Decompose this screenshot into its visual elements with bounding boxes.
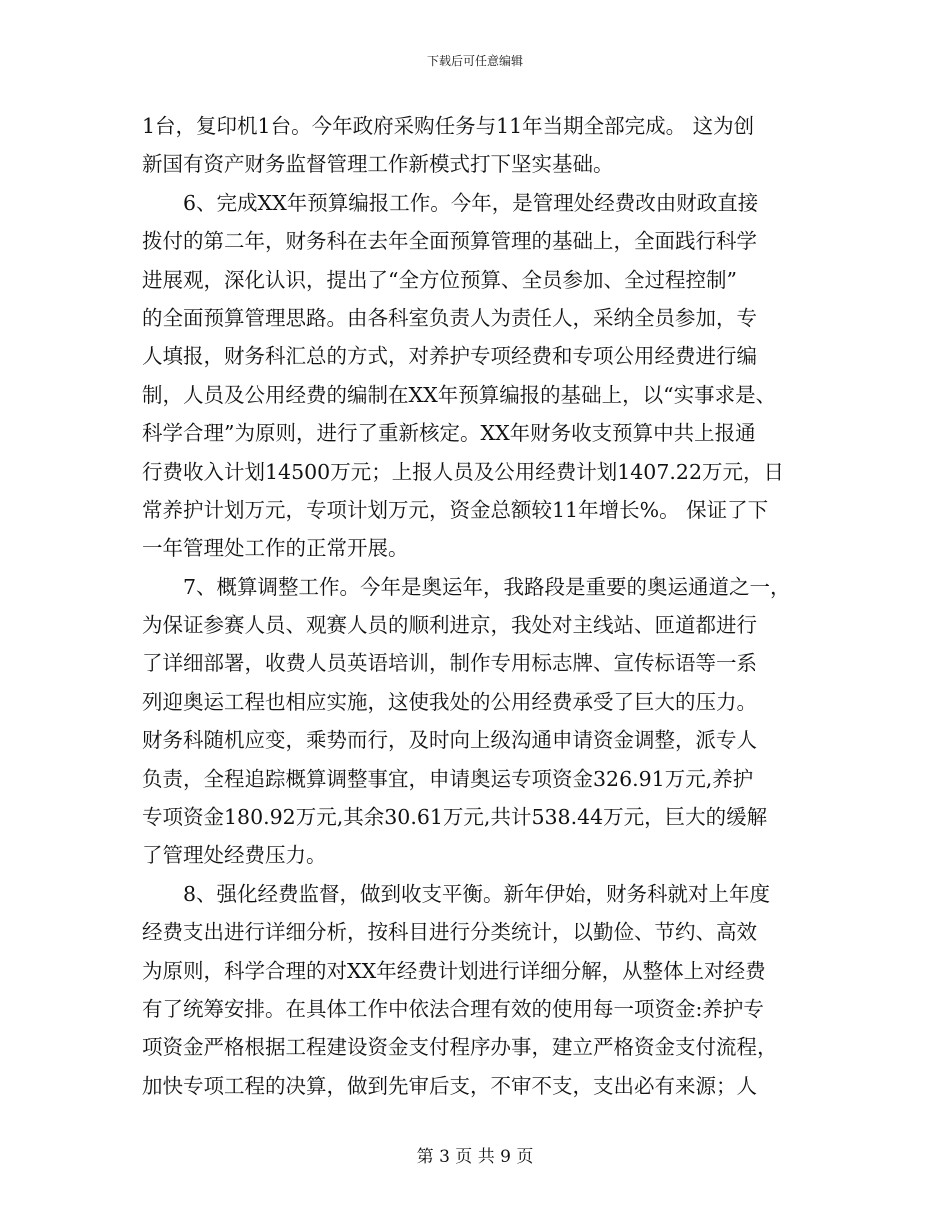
text-line: 7、概算调整工作。今年是奥运年，我路段是重要的奥运通道之一，	[142, 574, 791, 599]
text-line: 6、完成XX年预算编报工作。今年，是管理处经费改由财政直接	[142, 190, 759, 215]
text-line: 科学合理”为原则，进行了重新核定。XX年财务收支预算中共上报通	[142, 421, 756, 446]
text-line: 进展观，深化认识，提出了“全方位预算、全员参加、全过程控制”	[142, 267, 737, 292]
text-line: 常养护计划万元，专项计划万元，资金总额较11年增长%。 保证了下	[142, 497, 769, 522]
text-line: 制，人员及公用经费的编制在XX年预算编报的基础上，以“实事求是、	[142, 382, 777, 407]
text-line: 拨付的第二年，财务科在去年全面预算管理的基础上，全面践行科学	[142, 229, 757, 254]
text-line: 加快专项工程的决算，做到先审后支，不审不支，支出必有来源；人	[142, 1073, 757, 1098]
text-line: 新国有资产财务监督管理工作新模式打下坚实基础。	[142, 152, 614, 177]
text-line: 为保证参赛人员、观赛人员的顺利进京，我处对主线站、匝道都进行	[142, 613, 757, 638]
document-body	[142, 107, 814, 1105]
text-line: 列迎奥运工程也相应实施，这使我处的公用经费承受了巨大的压力。	[142, 689, 757, 714]
text-line: 经费支出进行详细分析，按科目进行分类统计，以勤俭、节约、高效	[142, 920, 757, 945]
text-line: 项资金严格根据工程建设资金支付程序办事，建立严格资金支付流程，	[142, 1035, 778, 1060]
page-header-note: 下载后可任意编辑	[426, 54, 523, 68]
text-line: 财务科随机应变，乘势而行，及时向上级沟通申请资金调整，派专人	[142, 728, 757, 753]
text-line: 人填报，财务科汇总的方式，对养护专项经费和专项公用经费进行编	[142, 344, 757, 369]
text-line: 一年管理处工作的正常开展。	[142, 536, 409, 561]
text-line: 1台，复印机1台。今年政府采购任务与11年当期全部完成。 这为创	[142, 114, 755, 138]
text-line: 有了统筹安排。在具体工作中依法合理有效的使用每一项资金:养护专	[142, 996, 764, 1021]
text-line: 8、强化经费监督，做到收支平衡。新年伊始，财务科就对上年度	[142, 881, 771, 906]
text-line: 了管理处经费压力。	[142, 843, 327, 868]
text-line: 为原则，科学合理的对XX年经费计划进行详细分解，从整体上对经费	[142, 958, 766, 983]
text-line: 了详细部署，收费人员英语培训，制作专用标志牌、宣传标语等一系	[142, 651, 757, 676]
text-line: 的全面预算管理思路。由各科室负责人为责任人，采纳全员参加，专	[142, 305, 757, 330]
page-number: 第 3 页 共 9 页	[416, 1147, 534, 1167]
text-line: 行费收入计划14500万元；上报人员及公用经费计划1407.22万元，日	[142, 459, 784, 484]
text-line: 专项资金180.92万元,其余30.61万元,共计538.44万元，巨大的缓解	[142, 805, 768, 830]
text-line: 负责，全程追踪概算调整事宜，申请奥运专项资金326.91万元,养护	[142, 766, 754, 791]
